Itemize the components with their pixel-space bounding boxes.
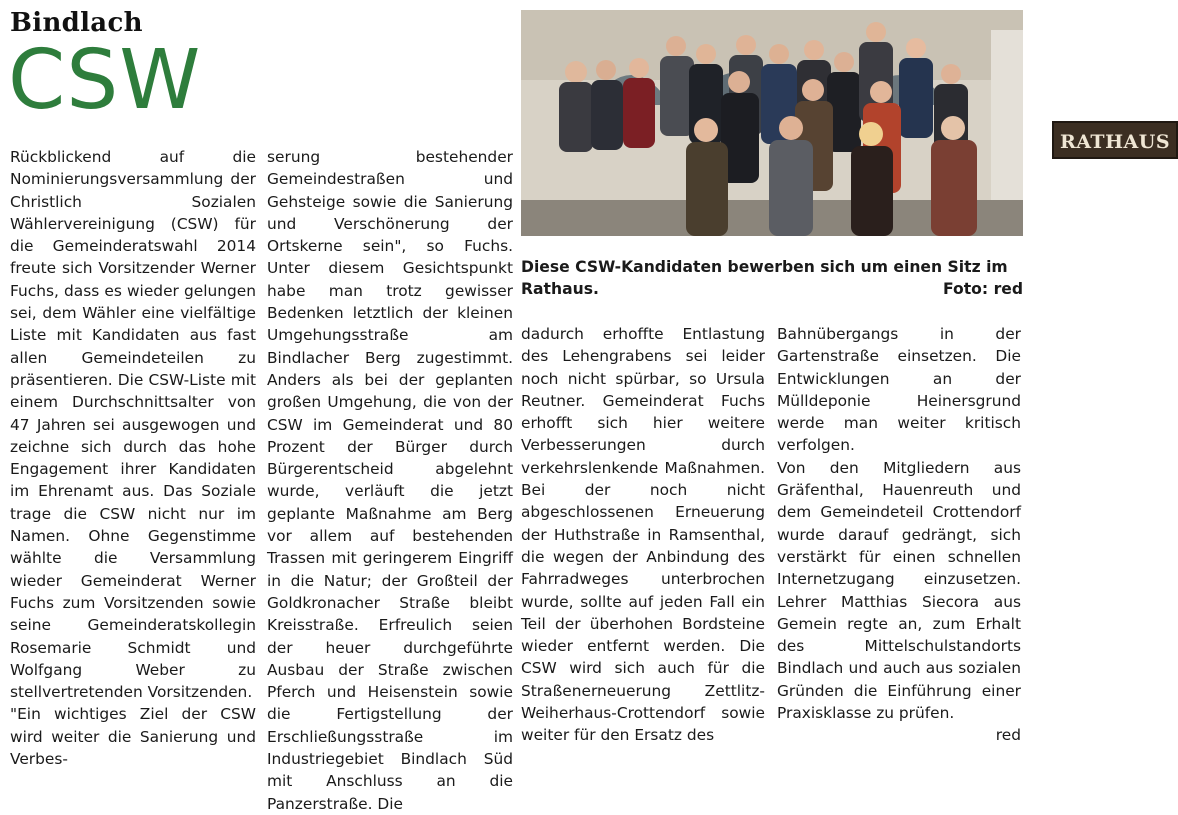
photo-caption [521,256,1023,300]
paragraph: Rückblickend auf die Nominierungsversammlung der Christlich Sozialen Wählervereinigung (CSW) für die Gemeinderatswahl 2014 freute sich Vorsitzender Werner Fuchs, dass es wieder gelungen sei, dem Wähler eine vielfältige Liste mit Kandidaten aus fast allen Gemeindeteilen zu präsentieren. Die CSW-Liste mit einem Durchschnittsalter von 47 Jahren sei ausgewogen und zeichne sich durch das hohe Engagement ihrer Kandidaten im Ehrenamt aus. Das Soziale trage die CSW nicht nur im Namen. Ohne Gegenstimme wählte die Versammlung wieder Gemeinderat Werner Fuchs zum Vorsitzenden sowie seine Gemeinderatskollegin Rosemarie Schmidt und Wolfgang Weber zu stellvertretenden Vorsitzenden. [10,148,256,702]
article-column-1 [10,146,256,770]
caption-text: Diese CSW-Kandidaten bewerben sich um einen Sitz im Rathaus. [521,258,1008,298]
paragraph: dadurch erhoffte Entlastung des Lehengrabens sei leider noch nicht spürbar, so Ursula Reutner. Gemeinderat Fuchs erhofft sich hier weitere Verbesserungen durch verkehrslenkende Maßnahmen. Bei der noch nicht abgeschlossenen Erneuerung der Huthstraße in Ramsenthal, die wegen der Anbindung des Fahrradweges unterbrochen wurde, sollte auf jeden Fall ein Teil der überhohen Bordsteine wieder entfernt werden. Die CSW wird sich auch für die Straßenerneuerung Zettlitz-Weiherhaus-Crottendorf sowie weiter für den Ersatz des [521,325,765,745]
author-sign: red [995,726,1021,745]
paragraph: serung bestehender Gemeindestraßen und Gehsteige sowie die Sanierung und Verschönerung der Ortskerne sein", so Fuchs. Unter diesem Gesichtspunkt habe man trotz gewisser Bedenken letztlich der kleinen Umgehungsstraße am Bindlacher Berg zugestimmt. Anders als bei der geplanten großen Umgehung, die von der CSW im Gemeinderat und 80 Prozent der Bürger durch Bürgerentscheid abgelehnt wurde, verläuft die jetzt geplante Maßnahme am Berg vor allem auf bestehenden Trassen mit geringerem Eingriff in die Natur; der Großteil der Goldkronacher Straße bleibt Kreisstraße. Erfreulich seien der heuer durchgeführte Ausbau der Straße zwischen Pferch und Heisenstein sowie die Fertigstellung der Erschließungsstraße im Industriegebiet Bindlach Süd mit Anschluss an die Panzerstraße. Die [267,148,513,813]
paragraph: Von den Mitgliedern aus Gräfenthal, Hauenreuth und dem Gemeindeteil Crottendorf wurde darauf gedrängt, sich verstärkt für einen schnellen Internetzugang einzusetzen. Lehrer Matthias Siecora aus Gemein regte an, zum Erhalt des Mittelschulstandorts Bindlach und auch aus sozialen Gründen die Einführung einer Praxisklasse zu prüfen. [777,458,1021,723]
article-column-3 [521,323,765,747]
paragraph: "Ein wichtiges Ziel der CSW wird weiter die Sanierung und Verbes- [10,705,256,769]
article-column-2 [267,146,513,815]
photo-credit: Foto: red [943,280,1023,298]
article-column-4 [777,323,1021,747]
kicker: Bindlach [10,8,143,38]
headline: CSW [8,33,202,128]
rathaus-sign: RATHAUS [1052,121,1178,159]
group-photo [521,10,1171,236]
paragraph: Bahnübergangs in der Gartenstraße einsetzen. Die Entwicklungen an der Mülldeponie Heinersgrund werde man weiter kritisch verfolgen. [777,325,1021,455]
